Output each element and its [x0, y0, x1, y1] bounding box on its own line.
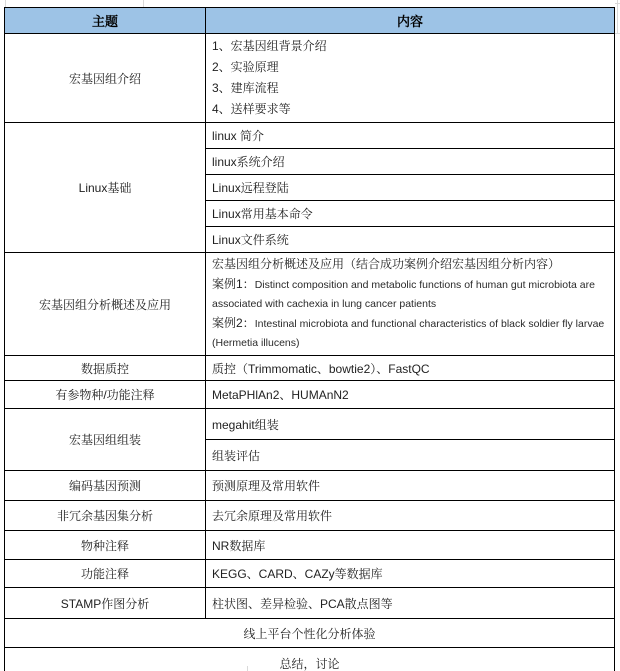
topic-cell: Linux基础: [5, 123, 206, 253]
header-content: 内容: [206, 8, 615, 34]
content-line: 4、送样要求等: [212, 102, 291, 116]
syllabus-table: [4, 7, 615, 671]
case-text: Intestinal microbiota and functional characteristics of black soldier fly larvae (Hermetia illucens): [212, 318, 605, 349]
case-text: Distinct composition and metabolic functions of human gut microbiota are associated with cachexia in lung cancer patients: [212, 279, 595, 310]
content-cell: NR数据库: [206, 531, 615, 560]
table-row: [5, 619, 615, 648]
content-line: 宏基因组分析概述及应用（结合成功案例介绍宏基因组分析内容）: [212, 257, 561, 271]
table-row: [5, 123, 615, 149]
content-cell: [206, 253, 615, 356]
topic-cell: 非冗余基因集分析: [5, 501, 206, 531]
topic-cell: 宏基因组介绍: [5, 34, 206, 123]
topic-cell: 宏基因组分析概述及应用: [5, 253, 206, 356]
table-row: [5, 409, 615, 440]
content-cell: 柱状图、差异检验、PCA散点图等: [206, 588, 615, 619]
case-study-2: [212, 314, 610, 352]
case-label: 案例1：: [212, 277, 255, 291]
table-row: [5, 588, 615, 619]
header-row: [5, 8, 615, 34]
content-subrow: 组装评估: [206, 440, 615, 471]
table-row: [5, 648, 615, 671]
sheet-gridline: [143, 0, 144, 7]
content-cell: 预测原理及常用软件: [206, 471, 615, 501]
topic-cell: 有参物种/功能注释: [5, 381, 206, 409]
sheet-gridline: [615, 33, 620, 34]
table-row: [5, 560, 615, 588]
content-line: 1、宏基因组背景介绍: [212, 39, 327, 53]
topic-cell: 数据质控: [5, 356, 206, 381]
content-subrow: Linux远程登陆: [206, 175, 615, 201]
content-cell: MetaPHlAn2、HUMAnN2: [206, 381, 615, 409]
content-cell: 去冗余原理及常用软件: [206, 501, 615, 531]
content-cell: KEGG、CARD、CAZy等数据库: [206, 560, 615, 588]
sheet-gridline: [617, 0, 618, 34]
case-study-1: [212, 275, 610, 313]
content-line: 2、实验原理: [212, 60, 279, 74]
content-cell: [206, 34, 615, 123]
topic-cell: 功能注释: [5, 560, 206, 588]
content-subrow: Linux常用基本命令: [206, 201, 615, 227]
table-row: [5, 381, 615, 409]
table-row: [5, 356, 615, 381]
content-subrow: linux 简介: [206, 123, 615, 149]
merged-row: 总结，讨论: [5, 648, 615, 671]
table-row: [5, 531, 615, 560]
table-row: [5, 34, 615, 123]
header-topic: 主题: [5, 8, 206, 34]
content-subrow: Linux文件系统: [206, 227, 615, 253]
topic-cell: 物种注释: [5, 531, 206, 560]
content-cell: 质控（Trimmomatic、bowtie2）、FastQC: [206, 356, 615, 381]
sheet-gridline: [5, 0, 6, 7]
case-label: 案例2：: [212, 316, 255, 330]
merged-row: 线上平台个性化分析体验: [5, 619, 615, 648]
content-subrow: linux系统介绍: [206, 149, 615, 175]
sheet-gridline: [615, 3, 620, 4]
table-row: [5, 501, 615, 531]
topic-cell: STAMP作图分析: [5, 588, 206, 619]
table-row: [5, 471, 615, 501]
topic-cell: 宏基因组组装: [5, 409, 206, 471]
topic-cell: 编码基因预测: [5, 471, 206, 501]
content-subrow: megahit组装: [206, 409, 615, 440]
content-line: 3、建库流程: [212, 81, 279, 95]
table-row: [5, 253, 615, 356]
